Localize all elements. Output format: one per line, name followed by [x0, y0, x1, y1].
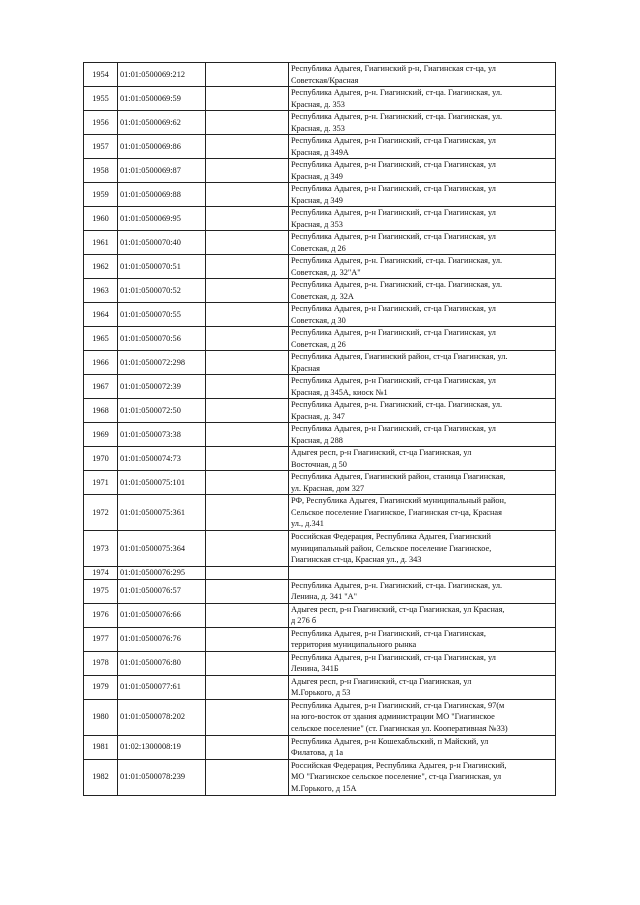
row-number-cell: 1973: [84, 531, 118, 567]
row-number-cell: 1975: [84, 579, 118, 603]
cadastral-number-cell: 01:01:0500069:59: [118, 87, 206, 111]
address-cell: [289, 207, 556, 231]
address-line: Республика Адыгея, р-н Кошехабльский, п Майский, ул: [291, 736, 489, 746]
address-cell: [289, 255, 556, 279]
address-line: Республика Адыгея, р-н Гиагинский, ст-ца Гиагинская, ул: [291, 304, 496, 313]
address-line: Республика Адыгея, р-н Гиагинский, ст-ца Гиагинская, ул: [291, 232, 496, 241]
address-line: Красная, д 349А: [291, 147, 349, 157]
address-cell: [289, 567, 556, 580]
row-number-cell: 1976: [84, 603, 118, 627]
cadastral-number-cell: 01:01:0500069:212: [118, 63, 206, 87]
address-line: Республика Адыгея, р-н. Гиагинский, ст-ца. Гиагинская, ул.: [291, 256, 503, 265]
row-number-cell: 1978: [84, 651, 118, 675]
cadastral-number-cell: 01:01:0500069:86: [118, 135, 206, 159]
empty-cell: [206, 447, 289, 471]
table-row: [84, 63, 556, 87]
address-cell: [289, 627, 556, 651]
address-line: Советская/Красная: [291, 75, 359, 85]
cadastral-number-cell: 01:01:0500072:39: [118, 375, 206, 399]
address-line: на юго-восток от здания администрации МО "Гиагинское: [291, 712, 495, 722]
cadastral-number-cell: 01:01:0500075:364: [118, 531, 206, 567]
address-line: МО "Гиагинское сельское поселение", ст-ца Гиагинская, ул: [291, 772, 502, 782]
address-line: Красная, д 349: [291, 171, 343, 181]
table-row: [84, 675, 556, 699]
address-cell: [289, 759, 556, 795]
address-cell: [289, 87, 556, 111]
empty-cell: [206, 675, 289, 699]
address-line: РФ, Республика Адыгея, Гиагинский муниципальный район,: [291, 496, 507, 506]
table-row: [84, 327, 556, 351]
address-line: муниципальный район, Сельское поселение Гиагинское,: [291, 543, 492, 553]
row-number-cell: 1956: [84, 111, 118, 135]
cadastral-number-cell: 01:01:0500070:56: [118, 327, 206, 351]
address-cell: [289, 447, 556, 471]
row-number-cell: 1980: [84, 699, 118, 735]
address-cell: [289, 471, 556, 495]
empty-cell: [206, 699, 289, 735]
row-number-cell: 1974: [84, 567, 118, 580]
table-row: [84, 399, 556, 423]
address-line: Республика Адыгея, р-н. Гиагинский, ст-ца. Гиагинская, ул.: [291, 400, 503, 409]
address-cell: [289, 399, 556, 423]
cadastral-number-cell: 01:01:0500075:361: [118, 495, 206, 531]
address-line: Советская, д 26: [291, 243, 346, 253]
cadastral-number-cell: 01:01:0500072:50: [118, 399, 206, 423]
address-cell: [289, 735, 556, 759]
address-line: Сельское поселение Гиагинское, Гиагинская ст-ца, Красная: [291, 507, 502, 517]
address-line: Красная, д. 353: [291, 99, 345, 109]
cadastral-number-cell: 01:01:0500070:51: [118, 255, 206, 279]
empty-cell: [206, 279, 289, 303]
cadastral-number-cell: 01:01:0500072:298: [118, 351, 206, 375]
empty-cell: [206, 303, 289, 327]
cadastral-number-cell: 01:02:1300008:19: [118, 735, 206, 759]
address-line: Филатова, д 1а: [291, 748, 344, 757]
address-cell: [289, 579, 556, 603]
cadastral-number-cell: 01:01:0500076:76: [118, 627, 206, 651]
address-cell: [289, 495, 556, 531]
table-row: [84, 627, 556, 651]
address-cell: [289, 351, 556, 375]
property-registry-table: [83, 62, 556, 796]
cadastral-number-cell: 01:01:0500076:66: [118, 603, 206, 627]
cadastral-number-cell: 01:01:0500076:80: [118, 651, 206, 675]
address-line: ул., д.341: [291, 519, 324, 529]
row-number-cell: 1969: [84, 423, 118, 447]
table-row: [84, 279, 556, 303]
cadastral-number-cell: 01:01:0500070:52: [118, 279, 206, 303]
row-number-cell: 1966: [84, 351, 118, 375]
address-cell: [289, 675, 556, 699]
address-line: Красная: [291, 363, 320, 373]
empty-cell: [206, 351, 289, 375]
registry-table-body: [84, 63, 556, 796]
empty-cell: [206, 159, 289, 183]
row-number-cell: 1965: [84, 327, 118, 351]
row-number-cell: 1954: [84, 63, 118, 87]
address-cell: [289, 279, 556, 303]
address-line: Российская Федерация, Республика Адыгея, Гиагинский: [291, 532, 491, 542]
table-row: [84, 231, 556, 255]
cadastral-number-cell: 01:01:0500078:239: [118, 759, 206, 795]
empty-cell: [206, 399, 289, 423]
cadastral-number-cell: 01:01:0500075:101: [118, 471, 206, 495]
empty-cell: [206, 327, 289, 351]
row-number-cell: 1957: [84, 135, 118, 159]
address-cell: [289, 423, 556, 447]
address-line: Республика Адыгея, р-н Гиагинский, ст-ца Гиагинская, ул: [291, 160, 496, 169]
row-number-cell: 1972: [84, 495, 118, 531]
cadastral-number-cell: 01:01:0500069:88: [118, 183, 206, 207]
address-line: Республика Адыгея, р-н Гиагинский, ст-ца Гиагинская,: [291, 628, 486, 638]
address-cell: [289, 375, 556, 399]
row-number-cell: 1968: [84, 399, 118, 423]
row-number-cell: 1967: [84, 375, 118, 399]
empty-cell: [206, 135, 289, 159]
empty-cell: [206, 231, 289, 255]
empty-cell: [206, 87, 289, 111]
table-row: [84, 183, 556, 207]
cadastral-number-cell: 01:01:0500070:40: [118, 231, 206, 255]
table-row: [84, 579, 556, 603]
table-row: [84, 531, 556, 567]
address-line: Республика Адыгея, р-н Гиагинский, ст-ца Гиагинская, ул: [291, 424, 496, 433]
address-line: Адыгея респ, р-н Гиагинский, ст-ца Гиагинская, ул: [291, 676, 472, 686]
row-number-cell: 1971: [84, 471, 118, 495]
address-line: Адыгея респ, р-н Гиагинский, ст-ца Гиагинская, ул: [291, 448, 472, 457]
empty-cell: [206, 183, 289, 207]
address-cell: [289, 699, 556, 735]
address-line: Красная, д. 347: [291, 411, 345, 421]
address-line: М.Горького, д 15А: [291, 783, 357, 793]
address-line: Республика Адыгея, р-н Гиагинский, ст-ца Гиагинская, ул: [291, 184, 496, 193]
address-cell: [289, 303, 556, 327]
row-number-cell: 1979: [84, 675, 118, 699]
address-line: сельское поселение" (ст. Гиагинская ул. Кооперативная №33): [291, 723, 508, 733]
cadastral-number-cell: 01:01:0500076:57: [118, 579, 206, 603]
table-row: [84, 495, 556, 531]
address-line: территория муниципального рынка: [291, 640, 417, 649]
address-cell: [289, 603, 556, 627]
empty-cell: [206, 375, 289, 399]
address-line: Республика Адыгея, р-н Гиагинский, ст-ца Гиагинская, ул: [291, 208, 496, 217]
address-line: Республика Адыгея, Гиагинский район, ст-ца Гиагинская, ул.: [291, 352, 508, 361]
address-line: Республика Адыгея, р-н Гиагинский, ст-ца Гиагинская, ул: [291, 136, 496, 145]
cadastral-number-cell: 01:01:0500069:95: [118, 207, 206, 231]
table-row: [84, 651, 556, 675]
table-row: [84, 87, 556, 111]
empty-cell: [206, 531, 289, 567]
address-line: Республика Адыгея, Гиагинский р-н, Гиагинская ст-ца, ул: [291, 64, 496, 73]
empty-cell: [206, 651, 289, 675]
address-line: Восточная, д 50: [291, 459, 347, 469]
cadastral-number-cell: 01:01:0500076:295: [118, 567, 206, 580]
cadastral-number-cell: 01:01:0500073:38: [118, 423, 206, 447]
address-line: д 276 б: [291, 616, 317, 625]
cadastral-number-cell: 01:01:0500078:202: [118, 699, 206, 735]
address-line: Советская, д. 32"А": [291, 267, 361, 277]
address-line: Красная, д 345А, киоск №1: [291, 387, 388, 397]
address-cell: [289, 183, 556, 207]
table-row: [84, 207, 556, 231]
row-number-cell: 1963: [84, 279, 118, 303]
table-row: [84, 699, 556, 735]
cadastral-number-cell: 01:01:0500069:87: [118, 159, 206, 183]
address-line: Республика Адыгея, р-н Гиагинский, ст-ца Гиагинская, ул: [291, 652, 496, 662]
table-row: [84, 375, 556, 399]
address-cell: [289, 159, 556, 183]
row-number-cell: 1959: [84, 183, 118, 207]
address-line: Республика Адыгея, р-н Гиагинский, ст-ца Гиагинская, 97(м: [291, 700, 505, 710]
row-number-cell: 1964: [84, 303, 118, 327]
address-cell: [289, 531, 556, 567]
address-cell: [289, 231, 556, 255]
table-row: [84, 303, 556, 327]
row-number-cell: 1960: [84, 207, 118, 231]
row-number-cell: 1982: [84, 759, 118, 795]
empty-cell: [206, 207, 289, 231]
cadastral-number-cell: 01:01:0500074:73: [118, 447, 206, 471]
table-row: [84, 255, 556, 279]
address-line: Республика Адыгея, р-н Гиагинский, ст-ца Гиагинская, ул: [291, 328, 496, 337]
row-number-cell: 1962: [84, 255, 118, 279]
empty-cell: [206, 63, 289, 87]
address-line: ул. Красная, дом 327: [291, 483, 365, 493]
address-line: М.Горького, д 53: [291, 688, 351, 697]
row-number-cell: 1961: [84, 231, 118, 255]
address-line: Адыгея респ, р-н Гиагинский, ст-ца Гиагинская, ул Красная,: [291, 604, 505, 614]
empty-cell: [206, 759, 289, 795]
address-line: Красная, д 288: [291, 435, 343, 445]
address-line: Республика Адыгея, р-н. Гиагинский, ст-ца. Гиагинская, ул.: [291, 580, 503, 590]
table-row: [84, 159, 556, 183]
address-line: Красная, д. 353: [291, 123, 345, 133]
address-cell: [289, 135, 556, 159]
table-row: [84, 111, 556, 135]
empty-cell: [206, 255, 289, 279]
empty-cell: [206, 111, 289, 135]
empty-cell: [206, 735, 289, 759]
table-row: [84, 351, 556, 375]
address-line: Республика Адыгея, р-н Гиагинский, ст-ца Гиагинская, ул: [291, 376, 496, 385]
row-number-cell: 1977: [84, 627, 118, 651]
table-row: [84, 735, 556, 759]
table-row: [84, 603, 556, 627]
address-line: Республика Адыгея, р-н. Гиагинский, ст-ца. Гиагинская, ул.: [291, 280, 503, 289]
table-row: [84, 759, 556, 795]
address-line: Советская, д 30: [291, 315, 346, 325]
address-line: Российская Федерация, Республика Адыгея, р-н Гиагинский,: [291, 760, 507, 770]
address-line: Красная, д 349: [291, 195, 343, 205]
row-number-cell: 1958: [84, 159, 118, 183]
address-cell: [289, 63, 556, 87]
address-line: Советская, д 26: [291, 339, 346, 349]
cadastral-number-cell: 01:01:0500070:55: [118, 303, 206, 327]
table-row: [84, 423, 556, 447]
address-cell: [289, 651, 556, 675]
address-line: Ленина, 341Б: [291, 664, 339, 673]
address-line: Красная, д 353: [291, 219, 343, 229]
cadastral-number-cell: 01:01:0500077:61: [118, 675, 206, 699]
table-row: [84, 567, 556, 580]
empty-cell: [206, 471, 289, 495]
empty-cell: [206, 603, 289, 627]
empty-cell: [206, 495, 289, 531]
table-row: [84, 447, 556, 471]
row-number-cell: 1970: [84, 447, 118, 471]
address-cell: [289, 327, 556, 351]
row-number-cell: 1981: [84, 735, 118, 759]
address-line: Ленина, д. 341 "А": [291, 592, 358, 601]
address-line: Гиагинская ст-ца, Красная ул., д. 343: [291, 555, 422, 565]
address-line: Республика Адыгея, Гиагинский район, станица Гиагинская,: [291, 472, 506, 481]
address-line: Республика Адыгея, р-н. Гиагинский, ст-ца. Гиагинская, ул.: [291, 112, 503, 121]
address-line: Советская, д. 32А: [291, 291, 354, 301]
table-row: [84, 471, 556, 495]
address-line: Республика Адыгея, р-н. Гиагинский, ст-ца. Гиагинская, ул.: [291, 88, 503, 97]
empty-cell: [206, 627, 289, 651]
address-cell: [289, 111, 556, 135]
empty-cell: [206, 579, 289, 603]
cadastral-number-cell: 01:01:0500069:62: [118, 111, 206, 135]
empty-cell: [206, 567, 289, 580]
empty-cell: [206, 423, 289, 447]
row-number-cell: 1955: [84, 87, 118, 111]
table-row: [84, 135, 556, 159]
